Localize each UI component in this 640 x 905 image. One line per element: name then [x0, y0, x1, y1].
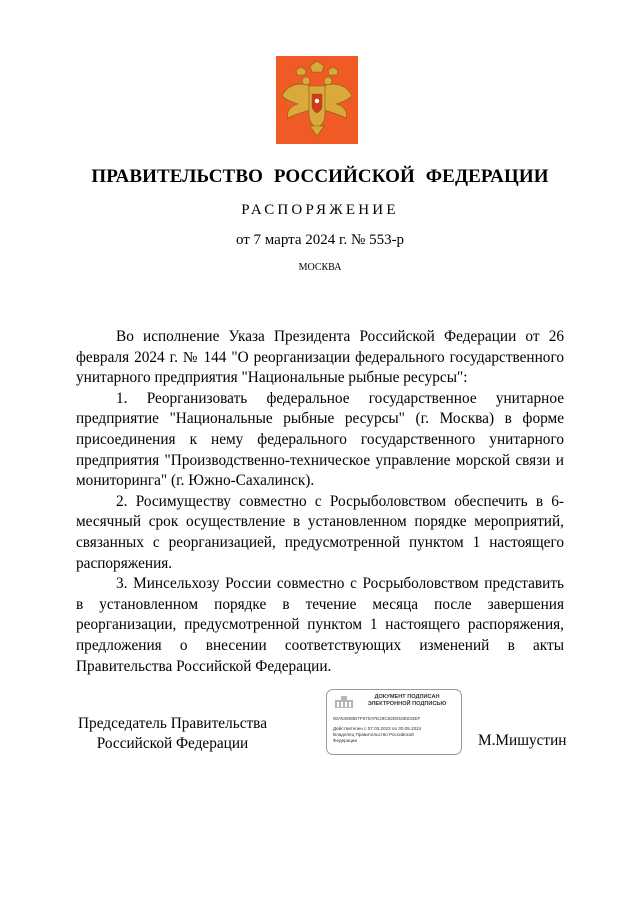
- signatory-name: М.Мишустин: [478, 732, 567, 749]
- paragraph-item-3: 3. Минсельхозу России совместно с Росрыболовством представить в установленном порядке в течение месяца после завершения реорганизации, предусмотренной пунктом 1 настоящего распоряжения, предложения о внесении соответствующих изменений в акты Правительства Российской Федерации.: [76, 575, 564, 675]
- paragraph-item-1: 1. Реорганизовать федеральное государственное унитарное предприятие "Национальные рыбные ресурсы" (г. Москва) в форме присоединения к нему федерального государственного унитарного предприятия "Производственно-техническое управление морской связи и мониторинга" (г. Южно-Сахалинск).: [76, 389, 564, 490]
- document-body: [76, 327, 564, 677]
- signatory-position-line2: Российской Федерации: [96, 735, 249, 752]
- government-title: ПРАВИТЕЛЬСТВО РОССИЙСКОЙ ФЕДЕРАЦИИ: [91, 166, 549, 187]
- stamp-heading: [355, 694, 459, 708]
- stamp-validity: Действителен с 07.03.2023 по 30.05.2024: [333, 726, 422, 731]
- signatory-position-line1: Председатель Правительства: [78, 715, 267, 732]
- stamp-heading-line2: ЭЛЕКТРОННОЙ ПОДПИСЬЮ: [367, 701, 447, 707]
- document-type: РАСПОРЯЖЕНИЕ: [241, 202, 399, 218]
- coat-of-arms-emblem: [276, 56, 358, 144]
- stamp-certificate: 00A54908D7F670AFE29C82D916E033EF: [333, 716, 421, 721]
- stamp-owner-line2: Федерации: [333, 738, 358, 743]
- document-city: МОСКВА: [298, 262, 342, 273]
- paragraph-item-2: 2. Росимуществу совместно с Росрыболовством обеспечить в 6-месячный срок осуществление в установленном порядке мероприятий, связанных с реорганизацией, предусмотренной пунктом 1 настоящего распоряжения.: [76, 492, 564, 572]
- electronic-signature-stamp: [326, 689, 462, 755]
- signatory-position: [78, 714, 267, 754]
- document-date-number: от 7 марта 2024 г. № 553-р: [235, 232, 405, 248]
- stamp-owner-line1: Владелец Правительство Российской: [333, 732, 414, 737]
- paragraph-preamble: Во исполнение Указа Президента Российской Федерации от 26 февраля 2024 г. № 144 "О реорганизации федерального государственного унитарного предприятия "Национальные рыбные ресурсы":: [76, 328, 564, 387]
- stamp-heading-line1: ДОКУМЕНТ ПОДПИСАН: [374, 694, 440, 700]
